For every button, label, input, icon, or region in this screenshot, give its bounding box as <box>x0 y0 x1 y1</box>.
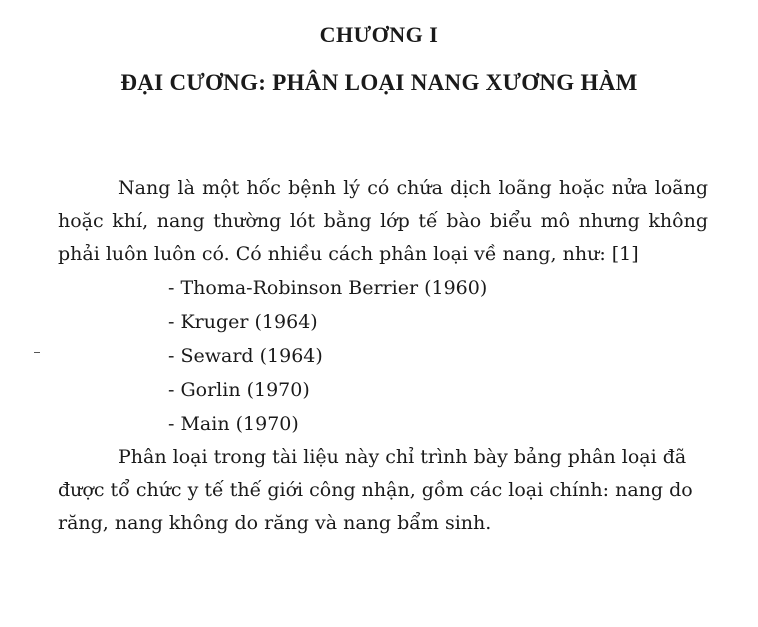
margin-mark <box>34 352 40 353</box>
classification-list <box>58 271 708 441</box>
list-item: - Main (1970) <box>58 407 708 441</box>
chapter-title: ĐẠI CƯƠNG: PHÂN LOẠI NANG XƯƠNG HÀM <box>120 70 638 95</box>
closing-paragraph: Phân loại trong tài liệu này chỉ trình bày bảng phân loại đã được tổ chức y tế thế giới công nhận, gồm các loại chính: nang do răng, nang không do răng và nang bẩm sinh. <box>58 446 693 534</box>
chapter-body <box>58 172 708 540</box>
list-item: - Kruger (1964) <box>58 305 708 339</box>
list-item: - Gorlin (1970) <box>58 373 708 407</box>
list-item: - Seward (1964) <box>58 339 708 373</box>
chapter-heading: CHƯƠNG I <box>319 22 439 47</box>
list-item: - Thoma-Robinson Berrier (1960) <box>58 271 708 305</box>
intro-paragraph: Nang là một hốc bệnh lý có chứa dịch loãng hoặc nửa loãng hoặc khí, nang thường lót bằng lớp tế bào biểu mô nhưng không phải luôn luôn có. Có nhiều cách phân loại về nang, như: [1] <box>58 177 708 265</box>
